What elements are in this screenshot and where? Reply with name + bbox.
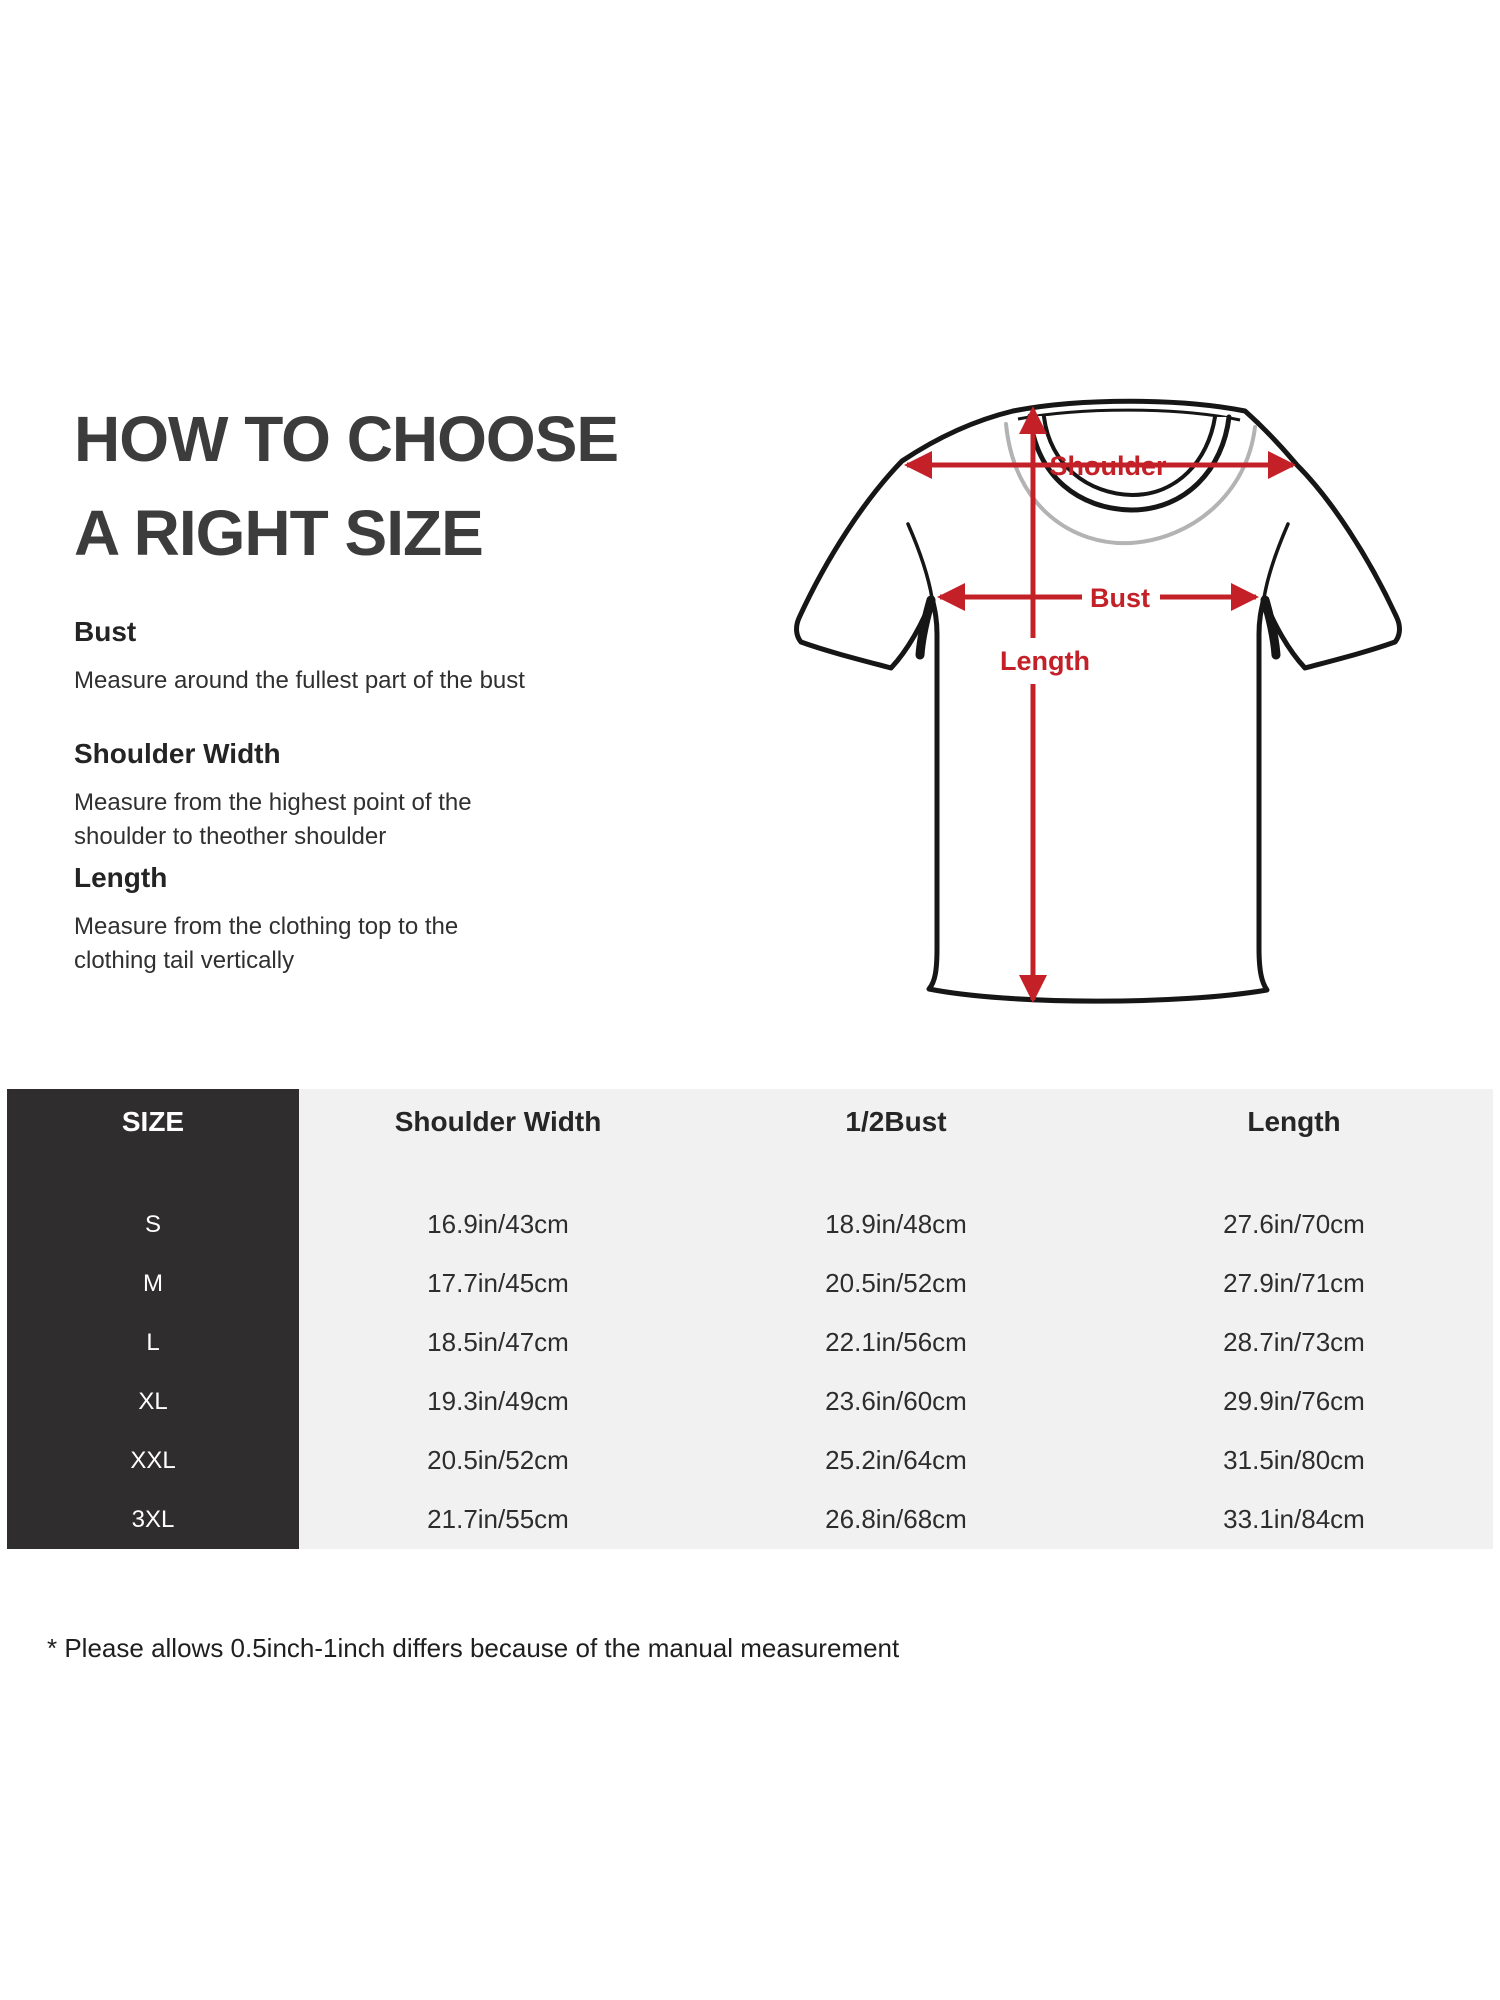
length-measure-label: Length (1000, 646, 1090, 676)
size-label-3xl: 3XL (7, 1490, 299, 1549)
instruction-length (74, 862, 634, 978)
value-xl-half-bust: 23.6in/60cm (825, 1386, 967, 1416)
size-table-header-length: Length (1247, 1106, 1341, 1137)
size-table-header-size: SIZE (7, 1089, 299, 1195)
instruction-length-desc1: Measure from the clothing top to the (74, 913, 459, 940)
size-label-s: S (7, 1195, 299, 1254)
bust-measure-label: Bust (1090, 583, 1150, 613)
instruction-shoulder-desc2: shoulder to theother shoulder (74, 823, 387, 850)
value-m-length: 27.9in/71cm (1223, 1268, 1365, 1298)
page-title-line1: HOW TO CHOOSE (74, 403, 619, 475)
instruction-bust-heading: Bust (74, 616, 137, 647)
value-m-half-bust: 20.5in/52cm (825, 1268, 967, 1298)
value-xxl-shoulder: 20.5in/52cm (427, 1445, 569, 1475)
instruction-shoulder-desc1: Measure from the highest point of the (74, 789, 472, 816)
shoulder-measure-label: Shoulder (1049, 451, 1167, 481)
size-label-xl: XL (7, 1372, 299, 1431)
value-l-half-bust: 22.1in/56cm (825, 1327, 967, 1357)
value-s-half-bust: 18.9in/48cm (825, 1209, 967, 1239)
value-xl-length: 29.9in/76cm (1223, 1386, 1365, 1416)
value-3xl-length: 33.1in/84cm (1223, 1504, 1365, 1534)
measurement-disclaimer: * Please allows 0.5inch-1inch differs because of the manual measurement (47, 1633, 900, 1663)
size-table-header-half-bust: 1/2Bust (845, 1106, 947, 1137)
instruction-length-desc2: clothing tail vertically (74, 947, 295, 974)
page-title (74, 392, 618, 580)
page-title-line2: A RIGHT SIZE (74, 497, 483, 569)
instruction-bust (74, 616, 634, 698)
value-m-shoulder: 17.7in/45cm (427, 1268, 569, 1298)
instruction-length-heading: Length (74, 862, 168, 893)
size-label-xxl: XXL (7, 1431, 299, 1490)
value-3xl-half-bust: 26.8in/68cm (825, 1504, 967, 1534)
size-label-m: M (7, 1254, 299, 1313)
value-s-length: 27.6in/70cm (1223, 1209, 1365, 1239)
value-3xl-shoulder: 21.7in/55cm (427, 1504, 569, 1534)
instruction-shoulder-heading: Shoulder Width (74, 738, 281, 769)
value-l-length: 28.7in/73cm (1223, 1327, 1365, 1357)
tshirt-measurement-diagram (770, 380, 1470, 1040)
size-table (7, 1089, 1493, 1549)
instruction-bust-desc: Measure around the fullest part of the bust (74, 667, 525, 694)
value-xxl-half-bust: 25.2in/64cm (825, 1445, 967, 1475)
instruction-shoulder-width (74, 738, 634, 854)
size-label-l: L (7, 1313, 299, 1372)
value-xl-shoulder: 19.3in/49cm (427, 1386, 569, 1416)
value-l-shoulder: 18.5in/47cm (427, 1327, 569, 1357)
size-table-header-shoulder-width: Shoulder Width (394, 1106, 602, 1137)
value-xxl-length: 31.5in/80cm (1223, 1445, 1365, 1475)
value-s-shoulder: 16.9in/43cm (427, 1209, 569, 1239)
